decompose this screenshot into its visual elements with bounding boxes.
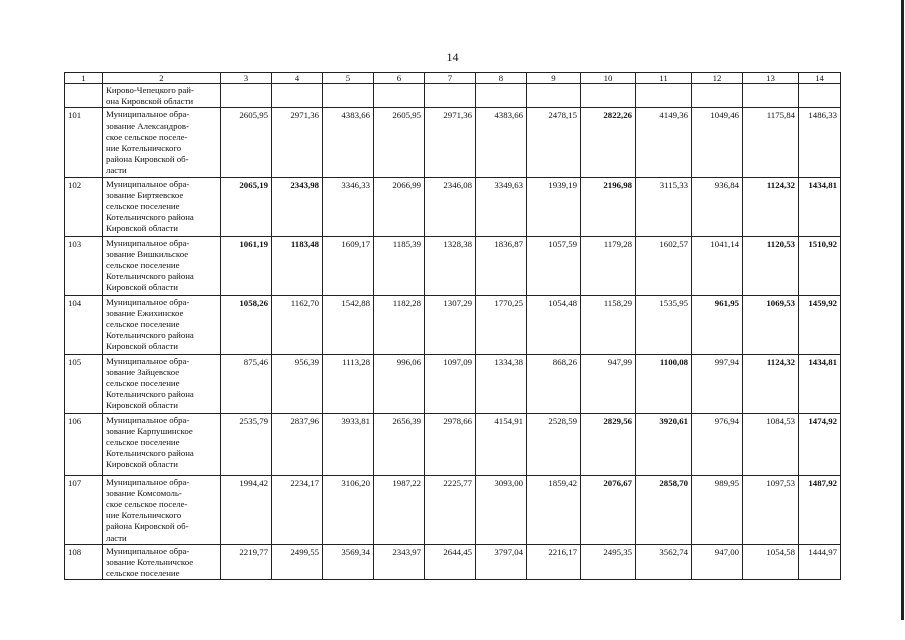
value-cell-col-4: 2971,36 <box>272 108 323 177</box>
value-cell-col-10: 2495,35 <box>581 544 636 580</box>
value-cell-col-8: 1770,25 <box>476 295 527 354</box>
value-cell-col-6: 1182,28 <box>374 295 425 354</box>
value-cell-col-12: 1041,14 <box>692 236 743 295</box>
column-header-6: 6 <box>374 73 425 84</box>
value-cell-col-14: 1510,92 <box>799 236 841 295</box>
value-cell-col-5: 3933,81 <box>323 413 374 475</box>
value-cell-col-3: 875,46 <box>221 354 272 413</box>
column-header-5: 5 <box>323 73 374 84</box>
value-cell-col-9: 2216,17 <box>527 544 581 580</box>
value-cell-col-5: 1609,17 <box>323 236 374 295</box>
value-cell-col-3: 2065,19 <box>221 177 272 236</box>
table-row <box>65 354 841 413</box>
value-cell-col-11: 4149,36 <box>636 108 692 177</box>
municipality-name-cell: Кирово-Чепецкого рай- она Кировской области <box>103 84 221 108</box>
column-header-13: 13 <box>743 73 799 84</box>
value-cell-col-13: 1069,53 <box>743 295 799 354</box>
municipality-name-cell: Муниципальное обра- зование Ежихинское сельское поселение Котельничского района Кировской области <box>103 295 221 354</box>
table-row <box>65 108 841 177</box>
value-cell-col-14: 1474,92 <box>799 413 841 475</box>
municipality-name-cell: Муниципальное обра- зование Котельничское сельское поселение <box>103 544 221 580</box>
value-cell-col-3: 1061,19 <box>221 236 272 295</box>
municipality-name-cell: Муниципальное обра- зование Карпушинское сельское поселение Котельничского района Кировской области <box>103 413 221 475</box>
value-cell-col-5: 3346,33 <box>323 177 374 236</box>
table-body <box>65 84 841 580</box>
value-cell-col-7: 2346,08 <box>425 177 476 236</box>
value-cell-col-10: 2196,98 <box>581 177 636 236</box>
value-cell-col-7: 1097,09 <box>425 354 476 413</box>
value-cell-col-10: 947,99 <box>581 354 636 413</box>
value-cell-col-8: 4154,91 <box>476 413 527 475</box>
row-number-cell: 101 <box>65 108 103 177</box>
value-cell-col-14: 1487,92 <box>799 475 841 544</box>
value-cell-col-12: 976,94 <box>692 413 743 475</box>
value-cell-col-3: 2219,77 <box>221 544 272 580</box>
value-cell-col-12: 989,95 <box>692 475 743 544</box>
value-cell-col-8: 3349,63 <box>476 177 527 236</box>
value-cell-col-9: 868,26 <box>527 354 581 413</box>
value-cell-col-13: 1084,53 <box>743 413 799 475</box>
value-cell-col-11: 3562,74 <box>636 544 692 580</box>
value-cell-col-13: 1120,53 <box>743 236 799 295</box>
value-cell-col-14: 1486,33 <box>799 108 841 177</box>
value-cell-col-9: 2528,59 <box>527 413 581 475</box>
value-cell-col-3: 1058,26 <box>221 295 272 354</box>
value-cell-col-11: 3115,33 <box>636 177 692 236</box>
value-cell-col-6: 2343,97 <box>374 544 425 580</box>
value-cell-col-10: 2829,56 <box>581 413 636 475</box>
value-cell-col-6: 2605,95 <box>374 108 425 177</box>
value-cell-col-13: 1097,53 <box>743 475 799 544</box>
value-cell-col-13: 1124,32 <box>743 354 799 413</box>
column-header-3: 3 <box>221 73 272 84</box>
column-header-9: 9 <box>527 73 581 84</box>
row-number-cell <box>65 84 103 108</box>
value-cell-col-9: 1939,19 <box>527 177 581 236</box>
continuation-row <box>65 84 841 108</box>
value-cell-col-11: 1602,57 <box>636 236 692 295</box>
municipality-name-cell: Муниципальное обра- зование Зайцевское сельское поселение Котельничского района Кировской области <box>103 354 221 413</box>
value-cell-col-13: 1054,58 <box>743 544 799 580</box>
value-cell-col-8: 3093,00 <box>476 475 527 544</box>
value-cell-col-8: 1836,87 <box>476 236 527 295</box>
value-cell-col-4: 956,39 <box>272 354 323 413</box>
value-cell-col-11: 1535,95 <box>636 295 692 354</box>
value-cell-col-4: 2234,17 <box>272 475 323 544</box>
value-cell-col-10: 1158,29 <box>581 295 636 354</box>
value-cell-col-5: 3569,34 <box>323 544 374 580</box>
value-cell-col-3: 2535,79 <box>221 413 272 475</box>
value-cell-col-7: 2971,36 <box>425 108 476 177</box>
page-number: 14 <box>446 50 459 64</box>
value-cell-col-8: 3797,04 <box>476 544 527 580</box>
value-cell-col-5: 1542,88 <box>323 295 374 354</box>
value-cell-col-3: 2605,95 <box>221 108 272 177</box>
column-header-2: 2 <box>103 73 221 84</box>
value-cell-col-6: 1185,39 <box>374 236 425 295</box>
value-cell-col-11: 1100,08 <box>636 354 692 413</box>
column-header-14: 14 <box>799 73 841 84</box>
value-cell-col-14: 1434,81 <box>799 177 841 236</box>
value-cell-col-12: 936,84 <box>692 177 743 236</box>
value-cell-col-14: 1459,92 <box>799 295 841 354</box>
value-cell-col-14: 1434,81 <box>799 354 841 413</box>
value-cell-col-14: 1444,97 <box>799 544 841 580</box>
value-cell-col-9: 1057,59 <box>527 236 581 295</box>
tariff-table <box>64 72 841 580</box>
municipality-name-cell: Муниципальное обра- зование Биртяевское сельское поселение Котельничского района Кировской области <box>103 177 221 236</box>
value-cell-col-12: 961,95 <box>692 295 743 354</box>
value-cell-col-11: 3920,61 <box>636 413 692 475</box>
value-cell-col-8: 4383,66 <box>476 108 527 177</box>
column-header-12: 12 <box>692 73 743 84</box>
value-cell-col-7: 1307,29 <box>425 295 476 354</box>
scan-edge-line <box>901 0 904 620</box>
row-number-cell: 105 <box>65 354 103 413</box>
row-number-cell: 108 <box>65 544 103 580</box>
column-header-7: 7 <box>425 73 476 84</box>
row-number-cell: 106 <box>65 413 103 475</box>
table-row <box>65 177 841 236</box>
value-cell-col-10: 2076,67 <box>581 475 636 544</box>
value-cell-col-11: 2858,70 <box>636 475 692 544</box>
value-cell-col-7: 2644,45 <box>425 544 476 580</box>
value-cell-col-4: 1162,70 <box>272 295 323 354</box>
column-header-1: 1 <box>65 73 103 84</box>
table-row <box>65 544 841 580</box>
table-row <box>65 295 841 354</box>
value-cell-col-5: 3106,20 <box>323 475 374 544</box>
value-cell-col-10: 1179,28 <box>581 236 636 295</box>
value-cell-col-9: 2478,15 <box>527 108 581 177</box>
value-cell-col-5: 4383,66 <box>323 108 374 177</box>
column-header-4: 4 <box>272 73 323 84</box>
value-cell-col-4: 2837,96 <box>272 413 323 475</box>
municipality-name-cell: Муниципальное обра- зование Комсомоль- ское сельское поселе- ние Котельничского района Кировской об- ласти <box>103 475 221 544</box>
value-cell-col-4: 2343,98 <box>272 177 323 236</box>
value-cell-col-5: 1113,28 <box>323 354 374 413</box>
value-cell-col-7: 2978,66 <box>425 413 476 475</box>
value-cell-col-7: 1328,38 <box>425 236 476 295</box>
table-row <box>65 236 841 295</box>
column-header-11: 11 <box>636 73 692 84</box>
column-header-10: 10 <box>581 73 636 84</box>
row-number-cell: 103 <box>65 236 103 295</box>
value-cell-col-9: 1054,48 <box>527 295 581 354</box>
value-cell-col-13: 1124,32 <box>743 177 799 236</box>
value-cell-col-3: 1994,42 <box>221 475 272 544</box>
municipality-name-cell: Муниципальное обра- зование Александров- ское сельское поселе- ние Котельничского района Кировской об- ласти <box>103 108 221 177</box>
row-number-cell: 104 <box>65 295 103 354</box>
value-cell-col-4: 2499,55 <box>272 544 323 580</box>
row-number-cell: 107 <box>65 475 103 544</box>
value-cell-col-12: 997,94 <box>692 354 743 413</box>
value-cell-col-12: 1049,46 <box>692 108 743 177</box>
value-cell-col-8: 1334,38 <box>476 354 527 413</box>
table-row <box>65 413 841 475</box>
column-header-8: 8 <box>476 73 527 84</box>
value-cell-col-4: 1183,48 <box>272 236 323 295</box>
value-cell-col-6: 2066,99 <box>374 177 425 236</box>
row-number-cell: 102 <box>65 177 103 236</box>
value-cell-col-6: 996,06 <box>374 354 425 413</box>
column-number-header-row <box>65 73 841 84</box>
value-cell-col-9: 1859,42 <box>527 475 581 544</box>
tariff-table-container <box>64 72 841 580</box>
value-cell-col-6: 1987,22 <box>374 475 425 544</box>
value-cell-col-13: 1175,84 <box>743 108 799 177</box>
table-row <box>65 475 841 544</box>
value-cell-col-7: 2225,77 <box>425 475 476 544</box>
value-cell-col-12: 947,00 <box>692 544 743 580</box>
municipality-name-cell: Муниципальное обра- зование Вишкильское сельское поселение Котельничского района Кировской области <box>103 236 221 295</box>
value-cell-col-6: 2656,39 <box>374 413 425 475</box>
value-cell-col-10: 2822,26 <box>581 108 636 177</box>
